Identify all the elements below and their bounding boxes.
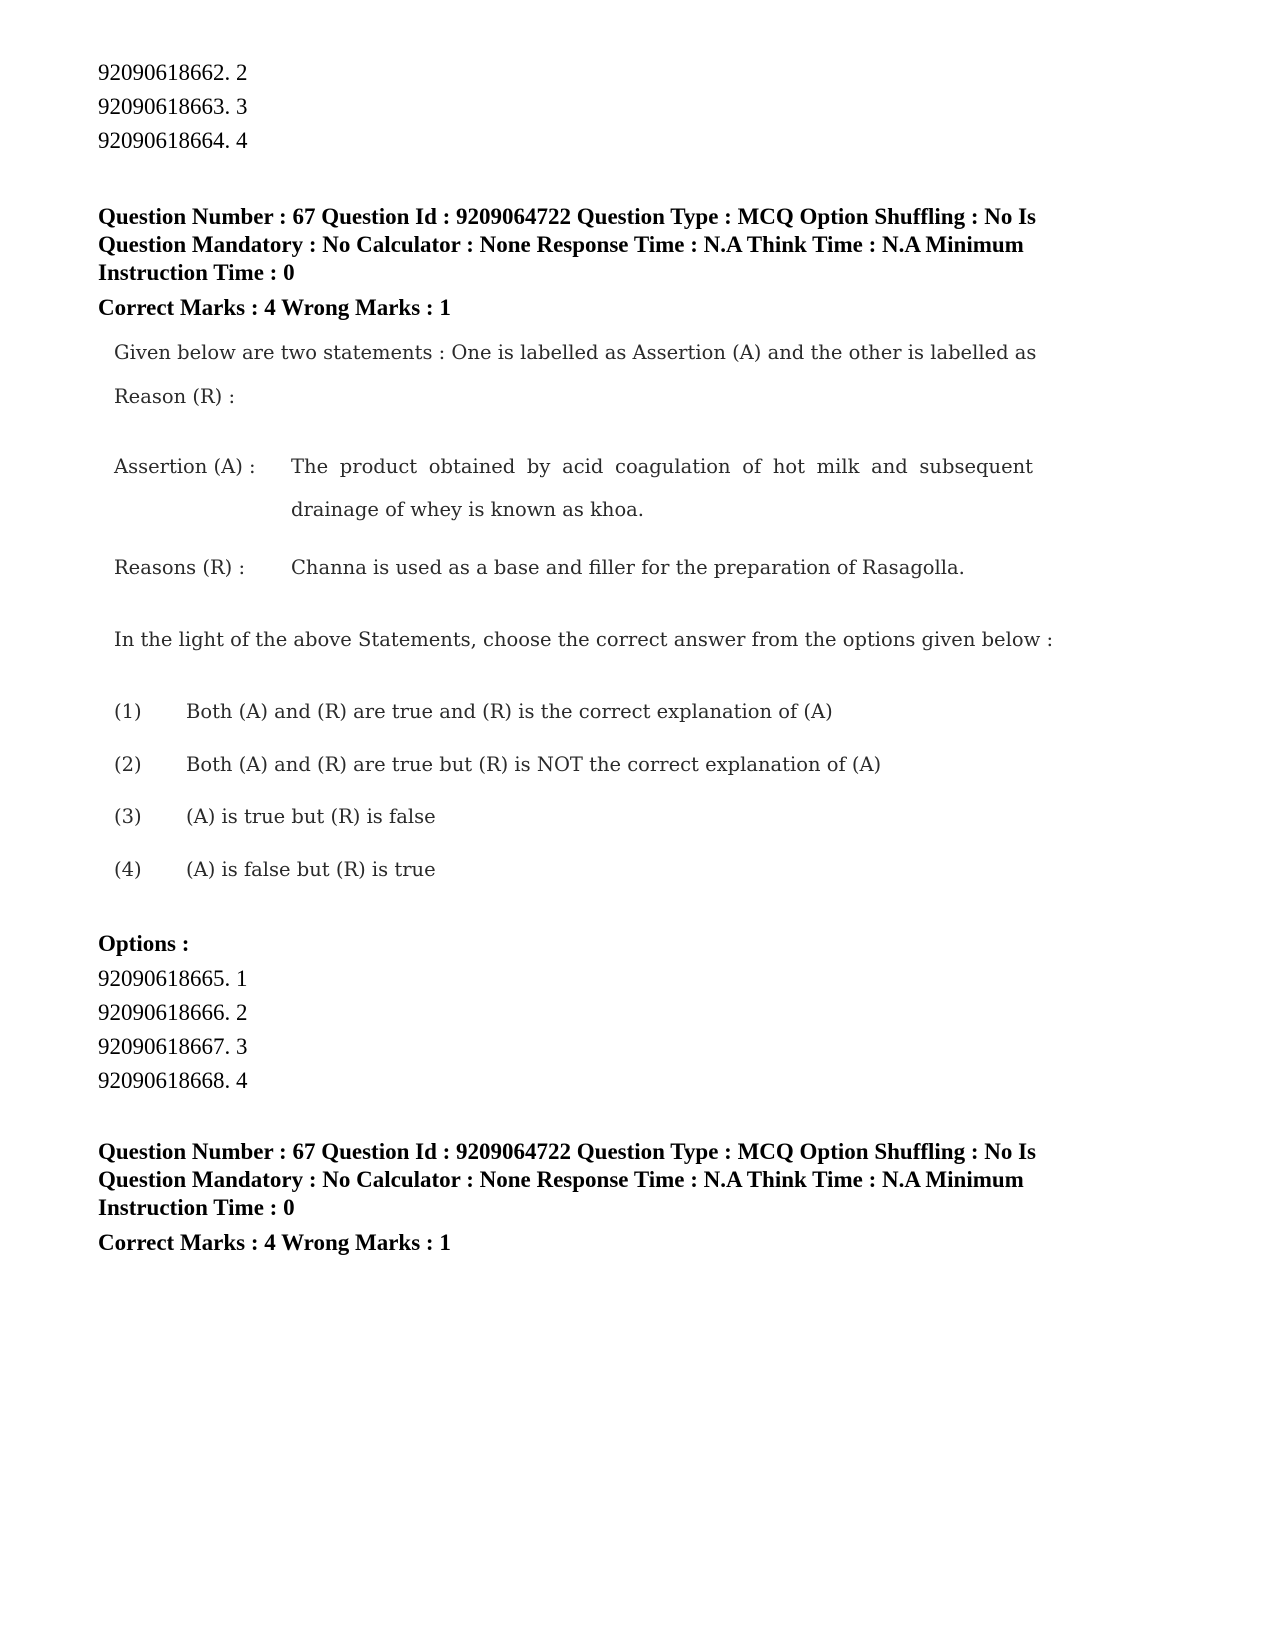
question-header-line: Question Number : 67 Question Id : 9209064722 Question Type : MCQ Option Shuffling : No Is: [98, 1139, 1037, 1164]
option-id-line: 92090618665. 1: [98, 966, 248, 991]
question-header-line: Question Mandatory : No Calculator : None Response Time : N.A Think Time : N.A Minimum: [98, 1167, 1024, 1192]
question-header-line: Instruction Time : 0: [98, 1195, 295, 1220]
question-header-line: Question Number : 67 Question Id : 9209064722 Question Type : MCQ Option Shuffling : No Is: [98, 204, 1037, 229]
choice-text: Both (A) and (R) are true but (R) is NOT the correct explanation of (A): [186, 753, 882, 776]
choice-text: Both (A) and (R) are true and (R) is the correct explanation of (A): [186, 700, 833, 723]
reason-text: Channa is used as a base and filler for the preparation of Rasagolla.: [291, 556, 965, 579]
marks-line: Correct Marks : 4 Wrong Marks : 1: [98, 1230, 451, 1255]
question-header-line: Instruction Time : 0: [98, 260, 295, 285]
question-header: [98, 203, 1178, 287]
options-title: Options :: [98, 931, 190, 956]
assertion-text-line: drainage of whey is known as khoa.: [291, 498, 645, 521]
instruction-text: In the light of the above Statements, choose the correct answer from the options given below :: [114, 628, 1054, 651]
option-id-line: 92090618664. 4: [98, 128, 248, 153]
option-id-line: 92090618663. 3: [98, 94, 248, 119]
choice-number: (2): [114, 753, 142, 776]
choice-text: (A) is false but (R) is true: [186, 858, 436, 881]
intro-text-line: Reason (R) :: [114, 385, 236, 408]
option-id-line: 92090618668. 4: [98, 1068, 248, 1093]
assertion-label: Assertion (A) :: [114, 455, 256, 478]
option-id-line: 92090618666. 2: [98, 1000, 248, 1025]
question-header: [98, 1138, 1178, 1222]
reason-label: Reasons (R) :: [114, 556, 246, 579]
option-id-line: 92090618662. 2: [98, 60, 248, 85]
question-image: [98, 333, 1068, 913]
choice-number: (3): [114, 805, 142, 828]
intro-text-line: Given below are two statements : One is labelled as Assertion (A) and the other is labelled as: [114, 341, 1037, 364]
option-id-line: 92090618667. 3: [98, 1034, 248, 1059]
choice-number: (1): [114, 700, 142, 723]
choice-text: (A) is true but (R) is false: [186, 805, 436, 828]
question-header-line: Question Mandatory : No Calculator : None Response Time : N.A Think Time : N.A Minimum: [98, 232, 1024, 257]
assertion-text-line: The product obtained by acid coagulation of hot milk and subsequent: [291, 455, 1033, 478]
marks-line: Correct Marks : 4 Wrong Marks : 1: [98, 295, 451, 320]
choice-number: (4): [114, 858, 142, 881]
